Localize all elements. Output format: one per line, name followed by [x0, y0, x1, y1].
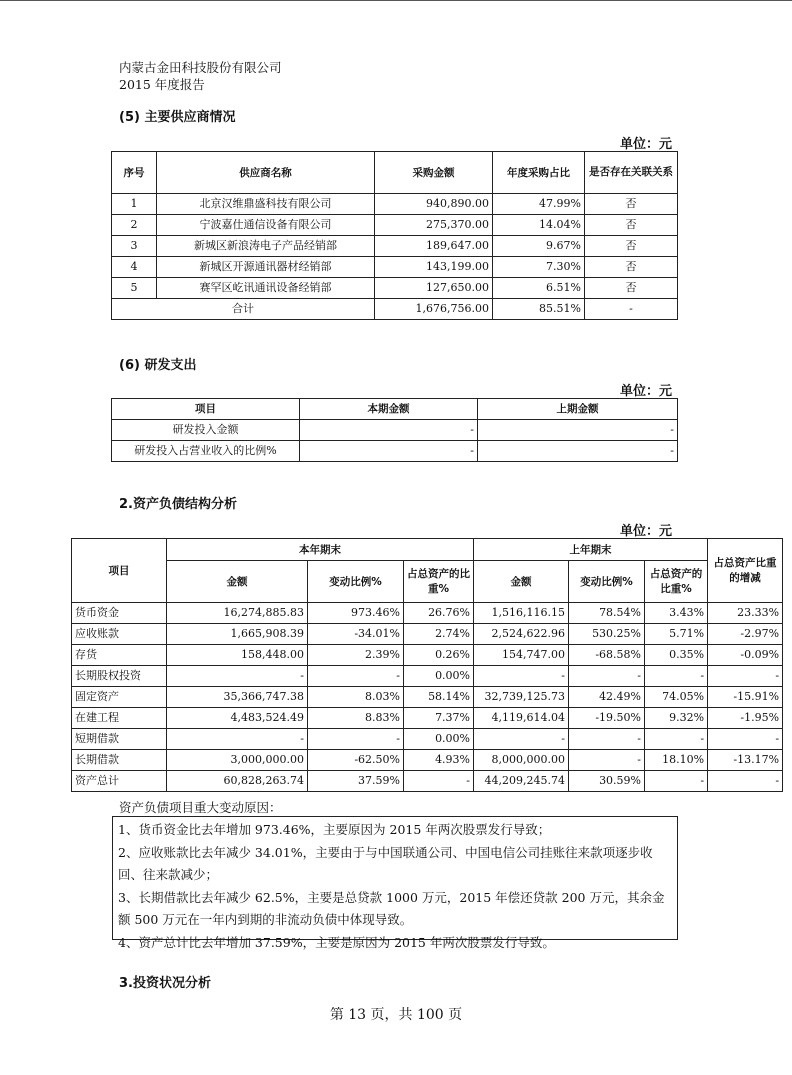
rd-row: [112, 441, 678, 462]
total-related: -: [585, 299, 678, 320]
balance-cell: 4,483,524.49: [167, 708, 308, 729]
balance-cell: -13.17%: [708, 750, 783, 771]
balance-cell: 3,000,000.00: [167, 750, 308, 771]
supplier-row: [112, 236, 678, 257]
balance-heading: 2.资产负债结构分析: [119, 497, 237, 512]
balance-header-row-2: [72, 561, 783, 603]
rd-cell: 研发投入占营业收入的比例%: [112, 441, 300, 462]
supplier-cell: 5: [112, 278, 157, 299]
note-item: 4、资产总计比去年增加 37.59%，主要是原因为 2015 年两次股票发行导致。: [118, 934, 555, 950]
balance-cell: 7.37%: [404, 708, 474, 729]
report-title: 2015 年度报告: [119, 77, 205, 92]
balance-cell: 32,739,125.73: [474, 687, 569, 708]
balance-cell: -: [569, 666, 645, 687]
rd-col-prior: 上期金额: [478, 399, 678, 420]
balance-cell: 1,665,908.39: [167, 624, 308, 645]
notes-lead: 资产负债项目重大变动原因：: [119, 800, 282, 815]
supplier-cell: 2: [112, 215, 157, 236]
note-item: 2、应收账款比去年减少 34.01%，主要由于与中国联通公司、中国电信公司挂账往来款项逐步收回、往来款减少；: [118, 844, 653, 882]
supplier-cell: 新城区新浪涛电子产品经销部: [157, 236, 375, 257]
balance-cell: -68.58%: [569, 645, 645, 666]
balance-cell: 1,516,116.15: [474, 603, 569, 624]
suppliers-header-row: [112, 152, 678, 194]
balance-cell: 在建工程: [72, 708, 167, 729]
balance-cell: -: [569, 750, 645, 771]
balance-cell: 货币资金: [72, 603, 167, 624]
rd-row: [112, 420, 678, 441]
supplier-row: [112, 194, 678, 215]
balance-cell: -: [167, 729, 308, 750]
rd-cell: -: [300, 441, 478, 462]
balance-row: [72, 687, 783, 708]
balance-cell: 8.83%: [308, 708, 404, 729]
balance-cell: -0.09%: [708, 645, 783, 666]
bal-col-change-share: 占总资产比重的增减: [708, 539, 783, 603]
balance-cell: -: [645, 666, 708, 687]
balance-cell: 530.25%: [569, 624, 645, 645]
balance-cell: -34.01%: [308, 624, 404, 645]
rd-heading: (6) 研发支出: [119, 358, 197, 373]
supplier-cell: 47.99%: [493, 194, 585, 215]
notes-box: [112, 816, 678, 950]
bal-group-prior: 上年期末: [474, 539, 708, 561]
bal-sub-change: 变动比例%: [308, 561, 404, 603]
note-item: 1、货币资金比去年增加 973.46%，主要原因为 2015 年两次股票发行导致；: [118, 822, 551, 837]
balance-cell: -: [708, 729, 783, 750]
rd-cell: -: [300, 420, 478, 441]
balance-cell: 37.59%: [308, 771, 404, 792]
balance-cell: 26.76%: [404, 603, 474, 624]
balance-row: [72, 729, 783, 750]
supplier-cell: 3: [112, 236, 157, 257]
balance-cell: -: [645, 771, 708, 792]
balance-row: [72, 624, 783, 645]
supplier-cell: 1: [112, 194, 157, 215]
balance-cell: 3.43%: [645, 603, 708, 624]
balance-cell: 短期借款: [72, 729, 167, 750]
balance-unit: 单位：元: [619, 524, 672, 539]
supplier-cell: 127,650.00: [375, 278, 493, 299]
balance-cell: 2,524,622.96: [474, 624, 569, 645]
supplier-row: [112, 215, 678, 236]
supplier-cell: 否: [585, 194, 678, 215]
bal-sub-change-prior: 变动比例%: [569, 561, 645, 603]
page-footer: 第 13 页，共 100 页: [329, 1007, 463, 1023]
balance-cell: -: [708, 771, 783, 792]
rd-cell: -: [478, 420, 678, 441]
balance-row: [72, 708, 783, 729]
supplier-cell: 宁波嘉仕通信设备有限公司: [157, 215, 375, 236]
col-share: 年度采购占比: [493, 152, 585, 194]
balance-table: [71, 538, 783, 792]
suppliers-table: [111, 151, 678, 320]
balance-cell: 8,000,000.00: [474, 750, 569, 771]
company-name: 内蒙古金田科技股份有限公司: [119, 60, 282, 75]
balance-cell: -: [404, 771, 474, 792]
balance-cell: -62.50%: [308, 750, 404, 771]
supplier-cell: 否: [585, 236, 678, 257]
bal-sub-share-prior: 占总资产的比重%: [645, 561, 708, 603]
bal-sub-amount-prior: 金额: [474, 561, 569, 603]
balance-row: [72, 603, 783, 624]
balance-cell: 18.10%: [645, 750, 708, 771]
balance-cell: 8.03%: [308, 687, 404, 708]
balance-cell: -19.50%: [569, 708, 645, 729]
supplier-row: [112, 257, 678, 278]
balance-cell: 0.00%: [404, 666, 474, 687]
suppliers-body: [112, 194, 678, 299]
balance-row: [72, 750, 783, 771]
balance-cell: 16,274,885.83: [167, 603, 308, 624]
balance-cell: 存货: [72, 645, 167, 666]
balance-cell: 5.71%: [645, 624, 708, 645]
supplier-row: [112, 278, 678, 299]
investment-heading: 3.投资状况分析: [119, 976, 211, 991]
rd-col-current: 本期金额: [300, 399, 478, 420]
balance-cell: 154,747.00: [474, 645, 569, 666]
balance-cell: 4.93%: [404, 750, 474, 771]
balance-cell: 2.74%: [404, 624, 474, 645]
balance-cell: 74.05%: [645, 687, 708, 708]
bal-sub-amount: 金额: [167, 561, 308, 603]
balance-cell: 973.46%: [308, 603, 404, 624]
supplier-cell: 否: [585, 215, 678, 236]
col-related: 是否存在关联关系: [585, 152, 678, 194]
balance-header-row-1: [72, 539, 783, 561]
balance-cell: -1.95%: [708, 708, 783, 729]
balance-cell: -: [308, 729, 404, 750]
supplier-cell: 9.67%: [493, 236, 585, 257]
rd-header-row: [112, 399, 678, 420]
suppliers-heading: (5) 主要供应商情况: [119, 110, 236, 125]
balance-cell: -: [569, 729, 645, 750]
balance-cell: -: [474, 666, 569, 687]
balance-cell: 78.54%: [569, 603, 645, 624]
supplier-cell: 4: [112, 257, 157, 278]
supplier-cell: 否: [585, 278, 678, 299]
balance-cell: 158,448.00: [167, 645, 308, 666]
page-top-rule: [0, 0, 792, 1]
supplier-cell: 189,647.00: [375, 236, 493, 257]
balance-cell: -15.91%: [708, 687, 783, 708]
supplier-cell: 143,199.00: [375, 257, 493, 278]
balance-cell: 0.35%: [645, 645, 708, 666]
balance-body: [72, 603, 783, 792]
rd-unit: 单位：元: [619, 384, 672, 399]
supplier-cell: 新城区开源通讯器材经销部: [157, 257, 375, 278]
suppliers-unit: 单位：元: [619, 137, 672, 152]
bal-sub-share: 占总资产的比重%: [404, 561, 474, 603]
supplier-cell: 940,890.00: [375, 194, 493, 215]
total-share: 85.51%: [493, 299, 585, 320]
balance-cell: 30.59%: [569, 771, 645, 792]
suppliers-total-row: [112, 299, 678, 320]
bal-col-item: 项目: [72, 539, 167, 603]
rd-cell: 研发投入金额: [112, 420, 300, 441]
balance-cell: -: [308, 666, 404, 687]
balance-cell: 60,828,263.74: [167, 771, 308, 792]
balance-cell: 长期借款: [72, 750, 167, 771]
supplier-cell: 赛罕区屹讯通讯设备经销部: [157, 278, 375, 299]
supplier-cell: 6.51%: [493, 278, 585, 299]
balance-cell: 0.26%: [404, 645, 474, 666]
col-seq: 序号: [112, 152, 157, 194]
rd-cell: -: [478, 441, 678, 462]
supplier-cell: 北京汉维鼎盛科技有限公司: [157, 194, 375, 215]
balance-cell: 35,366,747.38: [167, 687, 308, 708]
bal-group-current: 本年期末: [167, 539, 474, 561]
balance-cell: 4,119,614.04: [474, 708, 569, 729]
balance-cell: 长期股权投资: [72, 666, 167, 687]
balance-cell: -: [474, 729, 569, 750]
balance-cell: -2.97%: [708, 624, 783, 645]
balance-cell: -: [708, 666, 783, 687]
balance-cell: 44,209,245.74: [474, 771, 569, 792]
rd-table: [111, 398, 678, 462]
balance-cell: 58.14%: [404, 687, 474, 708]
balance-cell: 固定资产: [72, 687, 167, 708]
balance-cell: -: [645, 729, 708, 750]
supplier-cell: 否: [585, 257, 678, 278]
balance-cell: -: [167, 666, 308, 687]
rd-col-item: 项目: [112, 399, 300, 420]
supplier-cell: 14.04%: [493, 215, 585, 236]
balance-cell: 0.00%: [404, 729, 474, 750]
balance-cell: 资产总计: [72, 771, 167, 792]
balance-row: [72, 771, 783, 792]
balance-row: [72, 666, 783, 687]
balance-cell: 9.32%: [645, 708, 708, 729]
balance-cell: 2.39%: [308, 645, 404, 666]
col-amount: 采购金额: [375, 152, 493, 194]
supplier-cell: 7.30%: [493, 257, 585, 278]
balance-cell: 23.33%: [708, 603, 783, 624]
total-amount: 1,676,756.00: [375, 299, 493, 320]
col-supplier: 供应商名称: [157, 152, 375, 194]
supplier-cell: 275,370.00: [375, 215, 493, 236]
total-label: 合计: [112, 299, 375, 320]
balance-cell: 42.49%: [569, 687, 645, 708]
balance-row: [72, 645, 783, 666]
note-item: 3、长期借款比去年减少 62.5%，主要是总贷款 1000 万元，2015 年偿还贷款 200 万元，其余金额 500 万元在一年内到期的非流动负债中体现导致。: [118, 889, 665, 927]
balance-cell: 应收账款: [72, 624, 167, 645]
